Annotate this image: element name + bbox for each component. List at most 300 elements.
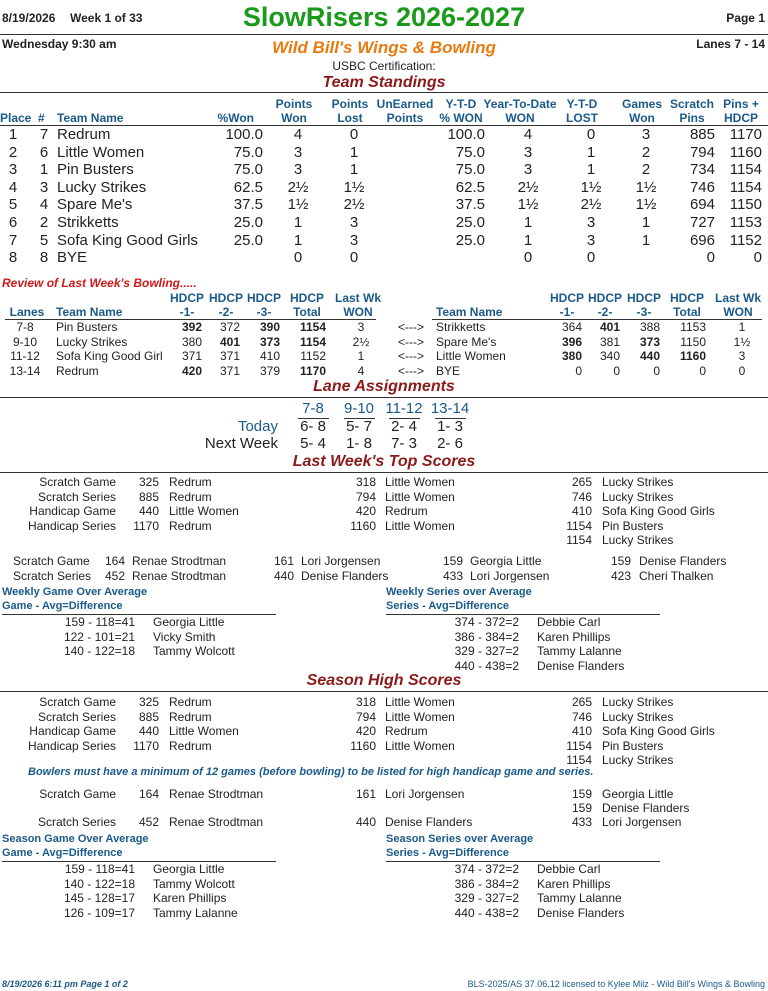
- col-h3-l1: HDCP: [246, 291, 281, 305]
- avg-title: Season Series over Average: [386, 833, 534, 845]
- avg-diff: 374 - 372=2: [454, 615, 519, 629]
- score: 433: [571, 815, 592, 829]
- section-season-high: Season High Scores: [306, 672, 462, 689]
- col-h3-l2: -3-: [256, 305, 272, 319]
- team: Sofa King Good Girls: [602, 504, 715, 518]
- team: Lucky Strikes: [602, 489, 674, 504]
- bowler: Denise Flanders: [385, 815, 473, 829]
- today-matchup: 5- 7: [346, 418, 372, 435]
- bowler: Vicky Smith: [153, 629, 216, 644]
- standings-cell: 5: [8, 196, 18, 214]
- col-opp-won-l2: WON: [723, 305, 753, 319]
- standings-cell: 0: [293, 249, 303, 267]
- review-team: Lucky Strikes: [56, 334, 128, 349]
- col-pctwon: %Won: [217, 111, 254, 125]
- col-h1-l2: -1-: [179, 305, 195, 319]
- score: 1170: [133, 738, 159, 753]
- review-opp-score: 364: [561, 320, 582, 334]
- col-team: Team Name: [56, 305, 123, 319]
- standings-cell: 3: [586, 214, 596, 231]
- score: 161: [273, 554, 294, 568]
- bowler: Karen Phillips: [537, 876, 611, 891]
- score: 1154: [566, 533, 592, 547]
- standings-cell: 3: [293, 143, 303, 161]
- col-team: Team Name: [57, 111, 124, 125]
- score: 1154: [566, 753, 592, 767]
- review-score: 410: [259, 349, 280, 363]
- review-lanes: 11-12: [10, 349, 40, 363]
- bowler: Georgia Little: [602, 787, 674, 801]
- lane-pair-header: 9-10: [343, 400, 375, 417]
- review-opp-score: 1160: [679, 349, 706, 363]
- standings-cell: 1: [641, 231, 651, 249]
- avg-diff: 159 - 118=41: [64, 615, 135, 629]
- standings-cell: 3: [523, 143, 533, 161]
- usbc-cert: USBC Certification:: [332, 59, 436, 73]
- today-label: Today: [237, 418, 278, 435]
- avg-title: Season Game Over Average: [2, 833, 149, 845]
- standings-cell: 1170: [729, 126, 762, 143]
- standings-cell: Little Women: [57, 143, 145, 161]
- standings-cell: Spare Me's: [57, 196, 133, 214]
- bowler: Lori Jorgensen: [385, 787, 465, 801]
- standings-cell: 0: [706, 249, 715, 267]
- team: Little Women: [385, 738, 455, 753]
- review-score: 3: [357, 320, 365, 334]
- score: 164: [104, 554, 125, 568]
- bowler: Georgia Little: [470, 554, 542, 568]
- review-score: 2½: [352, 334, 370, 349]
- bowler: Lori Jorgensen: [301, 554, 381, 568]
- score: 885: [138, 709, 159, 724]
- standings-cell: 3: [641, 126, 651, 143]
- col-pts-won-l1: Points: [275, 97, 313, 111]
- col-ytd-pct-l1: Y-T-D: [445, 97, 477, 111]
- avg-subtitle: Game - Avg=Difference: [2, 600, 123, 612]
- standings-cell: 3: [586, 231, 596, 249]
- standings-cell: 75.0: [455, 143, 485, 161]
- standings-cell: 1: [349, 161, 359, 179]
- review-lanes: 9-10: [12, 334, 38, 349]
- standings-cell: 75.0: [233, 161, 263, 179]
- standings-cell: 4: [8, 178, 18, 196]
- review-opp-score: 380: [561, 349, 582, 363]
- review-score: 1154: [299, 320, 326, 334]
- standings-cell: 7: [8, 231, 18, 249]
- next-week-matchup: 1- 8: [346, 435, 372, 452]
- score: 440: [138, 724, 159, 738]
- col-opp-h3-l1: HDCP: [626, 291, 661, 305]
- avg-title: Weekly Game Over Average: [2, 586, 148, 598]
- score: 420: [355, 504, 376, 518]
- standings-cell: 37.5: [455, 196, 485, 214]
- team: Little Women: [385, 475, 455, 489]
- col-ytd-lost-l2: LOST: [566, 111, 598, 125]
- standings-cell: 4: [293, 126, 303, 143]
- standings-cell: 3: [8, 161, 18, 179]
- bowler: Tammy Lalanne: [537, 891, 622, 905]
- score: 159: [571, 801, 592, 815]
- standings-cell: 7: [39, 126, 49, 143]
- col-won-l2: WON: [343, 305, 373, 319]
- score: 325: [138, 475, 159, 489]
- col-won-l1: Last Wk: [334, 291, 381, 305]
- score: 440: [138, 504, 159, 518]
- standings-cell: 2½: [517, 178, 539, 196]
- bowler: Tammy Lalanne: [153, 905, 238, 920]
- team: Little Women: [385, 489, 455, 504]
- bowler: Debbie Carl: [537, 615, 601, 629]
- score: 164: [138, 787, 159, 801]
- review-score: 380: [181, 334, 202, 349]
- today-matchup: 1- 3: [437, 418, 463, 435]
- review-opp-score: 1150: [680, 334, 706, 349]
- score: 746: [571, 489, 592, 504]
- team: Redrum: [385, 724, 428, 738]
- standings-cell: 1: [39, 161, 49, 179]
- review-score: 401: [219, 334, 240, 349]
- standings-cell: 1154: [729, 178, 762, 196]
- category: Scratch Series: [13, 569, 92, 583]
- avg-diff: 140 - 122=18: [63, 876, 135, 891]
- score: 794: [355, 489, 376, 504]
- score: 265: [571, 695, 592, 709]
- team: Redrum: [385, 504, 428, 518]
- review-opp-score: 0: [738, 363, 746, 378]
- review-opp-team: BYE: [436, 363, 461, 378]
- score: 265: [571, 475, 592, 489]
- standings-cell: 746: [689, 178, 715, 196]
- bowler: Denise Flanders: [301, 569, 389, 583]
- bowler: Renae Strodtman: [132, 569, 227, 583]
- standings-cell: 62.5: [233, 178, 263, 196]
- score: 1160: [350, 738, 376, 753]
- avg-diff: 329 - 327=2: [454, 644, 519, 658]
- review-team: Redrum: [56, 363, 99, 378]
- category: Scratch Series: [37, 815, 116, 829]
- category: Scratch Game: [39, 475, 116, 489]
- review-opp-team: Strikketts: [436, 320, 486, 334]
- standings-cell: 8: [39, 249, 49, 267]
- score: 159: [442, 554, 463, 568]
- score: 452: [104, 569, 125, 583]
- col-pts-lost-l2: Lost: [337, 111, 363, 125]
- score: 159: [571, 787, 592, 801]
- review-opp-score: 0: [613, 363, 620, 378]
- bowler: Denise Flanders: [537, 658, 625, 673]
- col-opp-h1-l2: -1-: [559, 305, 575, 319]
- bowler: Denise Flanders: [537, 905, 625, 920]
- category: Handicap Game: [29, 504, 116, 518]
- league-title: SlowRisers 2026-2027: [242, 2, 526, 32]
- standings-cell: 1: [586, 143, 596, 161]
- standings-cell: Sofa King Good Girls: [57, 231, 198, 249]
- bowler: Georgia Little: [153, 615, 225, 629]
- review-opp-score: 381: [599, 334, 620, 349]
- team: Lucky Strikes: [602, 709, 674, 724]
- avg-diff: 140 - 122=18: [63, 644, 135, 658]
- standings-cell: 6: [39, 143, 49, 161]
- standings-cell: 1½: [517, 196, 539, 214]
- category: Scratch Series: [37, 709, 116, 724]
- standings-cell: 0: [349, 249, 359, 267]
- bowler: Karen Phillips: [537, 629, 611, 644]
- score: 1154: [566, 518, 592, 533]
- review-score: 379: [259, 363, 280, 378]
- bowler: Tammy Wolcott: [153, 876, 235, 891]
- team: Lucky Strikes: [602, 753, 674, 767]
- section-lane-assignments: Lane Assignments: [313, 378, 455, 395]
- section-top-scores: Last Week's Top Scores: [292, 453, 476, 470]
- review-opp-score: 3: [738, 349, 746, 363]
- team: Sofa King Good Girls: [602, 724, 715, 738]
- review-opp-score: 373: [639, 334, 660, 349]
- review-opp-score: 388: [639, 320, 660, 334]
- col-games-l1: Games: [621, 97, 663, 111]
- review-arrow: <--->: [398, 320, 425, 334]
- footer-printed: 8/19/2026 6:11 pm Page 1 of 2: [2, 979, 128, 989]
- bowler: Tammy Wolcott: [153, 644, 235, 658]
- col-ytd-won-l2: WON: [505, 111, 535, 125]
- score: 318: [355, 475, 376, 489]
- category: Scratch Series: [37, 489, 116, 504]
- category: Handicap Series: [27, 738, 116, 753]
- category: Handicap Series: [27, 518, 116, 533]
- col-num: #: [38, 111, 45, 125]
- team: Pin Busters: [602, 738, 664, 753]
- standings-cell: 696: [689, 231, 715, 249]
- avg-diff: 126 - 109=17: [63, 905, 135, 920]
- review-lanes: 7-8: [16, 320, 34, 334]
- standings-cell: 1: [349, 143, 359, 161]
- review-score: 1154: [299, 334, 326, 349]
- avg-diff: 374 - 372=2: [454, 862, 519, 876]
- avg-diff: 386 - 384=2: [454, 876, 519, 891]
- col-scratch-l2: Pins: [679, 111, 705, 125]
- team: Redrum: [169, 518, 212, 533]
- team: Little Women: [169, 504, 239, 518]
- review-opp-team: Spare Me's: [436, 334, 497, 349]
- standings-cell: 1: [293, 231, 303, 249]
- standings-cell: 794: [689, 143, 715, 161]
- standings-cell: 0: [523, 249, 533, 267]
- review-score: 1152: [300, 349, 326, 363]
- score: 410: [571, 724, 592, 738]
- standings-cell: 6: [8, 214, 18, 231]
- avg-diff: 440 - 438=2: [454, 658, 519, 673]
- col-games-l2: Won: [629, 111, 655, 125]
- next-week-matchup: 7- 3: [391, 435, 417, 452]
- standings-cell: 4: [39, 196, 49, 214]
- standings-cell: 1: [586, 161, 596, 179]
- bowler: Denise Flanders: [602, 801, 690, 815]
- standings-cell: Redrum: [57, 126, 111, 143]
- score: 885: [138, 489, 159, 504]
- standings-cell: 2½: [343, 196, 365, 214]
- col-opp-h2-l2: -2-: [597, 305, 613, 319]
- review-score: 4: [357, 363, 365, 378]
- standings-cell: 1: [8, 126, 18, 143]
- score: 318: [355, 695, 376, 709]
- standings-cell: 62.5: [455, 178, 485, 196]
- col-ytd-lost-l1: Y-T-D: [566, 97, 598, 111]
- score: 1170: [133, 518, 159, 533]
- col-pts-lost-l1: Points: [331, 97, 369, 111]
- standings-cell: Strikketts: [57, 214, 119, 231]
- col-h1-l1: HDCP: [169, 291, 204, 305]
- review-score: 1: [357, 349, 365, 363]
- bowler: Lori Jorgensen: [470, 569, 550, 583]
- review-score: 373: [259, 334, 280, 349]
- score: 440: [355, 815, 376, 829]
- team: Redrum: [169, 738, 212, 753]
- category: Scratch Game: [13, 554, 90, 568]
- review-opp-score: 396: [561, 334, 582, 349]
- bowler: Lori Jorgensen: [602, 815, 682, 829]
- standings-cell: 75.0: [455, 161, 485, 179]
- col-ytd-pct-l2: % WON: [439, 111, 483, 125]
- lane-pair-header: 13-14: [430, 400, 470, 417]
- score: 420: [355, 724, 376, 738]
- category: Scratch Game: [39, 695, 116, 709]
- bowler: Renae Strodtman: [169, 815, 264, 829]
- team: Pin Busters: [602, 518, 664, 533]
- standings-cell: 2½: [287, 178, 309, 196]
- col-pts-won-l2: Won: [281, 111, 307, 125]
- standings-cell: 3: [293, 161, 303, 179]
- standings-cell: 25.0: [233, 231, 263, 249]
- team: Little Women: [385, 709, 455, 724]
- standings-cell: 37.5: [233, 196, 263, 214]
- section-review: Review of Last Week's Bowling.....: [2, 276, 197, 290]
- review-score: 372: [219, 320, 240, 334]
- standings-cell: 2: [8, 143, 18, 161]
- section-team-standings: Team Standings: [322, 74, 446, 91]
- col-lanes: Lanes: [9, 305, 45, 319]
- col-ytd-won-l1: Year-To-Date: [483, 97, 557, 111]
- team: Little Women: [385, 518, 455, 533]
- standings-cell: 1½: [580, 178, 602, 196]
- col-unearned-l1: UnEarned: [376, 97, 434, 111]
- review-opp-team: Little Women: [436, 349, 506, 363]
- standings-cell: 100.0: [225, 126, 263, 143]
- avg-diff: 145 - 128=17: [63, 891, 135, 905]
- avg-subtitle: Game - Avg=Difference: [2, 847, 123, 859]
- standings-cell: 0: [586, 126, 596, 143]
- review-arrow: <--->: [398, 349, 425, 363]
- col-opp-h3-l2: -3-: [636, 305, 652, 319]
- standings-cell: 1153: [729, 214, 762, 231]
- score: 161: [355, 787, 376, 801]
- season-note: Bowlers must have a minimum of 12 games (before bowling) to be listed for high handicap game and series.: [28, 766, 594, 778]
- score: 325: [138, 695, 159, 709]
- standings-cell: 75.0: [233, 143, 263, 161]
- today-matchup: 2- 4: [391, 418, 417, 435]
- footer-license: BLS-2025/AS 37.06.12 licensed to Kylee Milz - Wild Bill's Wings & Bowling: [467, 979, 765, 989]
- score: 159: [610, 554, 631, 568]
- category: Scratch Game: [39, 787, 116, 801]
- review-opp-score: 0: [575, 363, 582, 378]
- standings-cell: 734: [689, 161, 715, 179]
- lane-pair-header: 11-12: [385, 400, 423, 417]
- review-opp-score: 1: [738, 320, 746, 334]
- standings-cell: 1: [523, 214, 533, 231]
- standings-cell: 100.0: [447, 126, 485, 143]
- today-matchup: 6- 8: [300, 418, 326, 435]
- review-team: Pin Busters: [56, 320, 118, 334]
- team: Lucky Strikes: [602, 533, 674, 547]
- standings-cell: 25.0: [455, 214, 485, 231]
- score: 452: [138, 815, 159, 829]
- bowler: Renae Strodtman: [132, 554, 227, 568]
- next-week-matchup: 2- 6: [437, 435, 463, 452]
- review-score: 420: [181, 363, 202, 378]
- avg-diff: 440 - 438=2: [454, 905, 519, 920]
- avg-title: Weekly Series over Average: [386, 586, 532, 598]
- col-opp-h1-l1: HDCP: [549, 291, 584, 305]
- next-week-matchup: 5- 4: [300, 435, 326, 452]
- col-opp-h2-l1: HDCP: [587, 291, 622, 305]
- bowler: Georgia Little: [153, 862, 225, 876]
- col-h2-l2: -2-: [218, 305, 234, 319]
- standings-cell: 5: [39, 231, 49, 249]
- standings-cell: 25.0: [233, 214, 263, 231]
- bowler: Denise Flanders: [639, 554, 727, 568]
- score: 1160: [350, 518, 376, 533]
- bowler: Karen Phillips: [153, 891, 227, 905]
- team: Redrum: [169, 695, 212, 709]
- avg-diff: 329 - 327=2: [454, 891, 519, 905]
- lanes-range: Lanes 7 - 14: [696, 37, 765, 51]
- col-scratch-l1: Scratch: [669, 97, 715, 111]
- review-score: 371: [219, 363, 240, 378]
- standings-cell: 885: [689, 126, 715, 143]
- standings-cell: 2: [39, 214, 49, 231]
- review-opp-score: 401: [599, 320, 620, 334]
- standings-cell: 4: [523, 126, 533, 143]
- review-opp-score: 440: [639, 349, 660, 363]
- standings-cell: 3: [523, 161, 533, 179]
- review-score: 371: [219, 349, 240, 363]
- team: Redrum: [169, 489, 212, 504]
- standings-cell: 0: [586, 249, 596, 267]
- review-arrow: <--->: [398, 334, 425, 349]
- review-opp-score: 0: [699, 363, 706, 378]
- standings-cell: 727: [689, 214, 715, 231]
- standings-cell: 1½: [343, 178, 365, 196]
- review-arrow: <--->: [398, 363, 425, 378]
- standings-cell: BYE: [57, 249, 88, 267]
- score: 433: [442, 569, 463, 583]
- avg-subtitle: Series - Avg=Difference: [386, 847, 509, 859]
- standings-cell: 1½: [635, 178, 657, 196]
- col-h2-l1: HDCP: [208, 291, 243, 305]
- standings-cell: 3: [349, 231, 359, 249]
- standings-cell: 1160: [729, 143, 762, 161]
- day-time: Wednesday 9:30 am: [2, 37, 117, 51]
- standings-cell: 694: [689, 196, 715, 214]
- standings-cell: 25.0: [455, 231, 485, 249]
- standings-cell: 2½: [580, 196, 602, 214]
- score: 746: [571, 709, 592, 724]
- review-score: 1170: [299, 363, 326, 378]
- standings-cell: 1150: [729, 196, 762, 214]
- review-opp-score: 1153: [680, 320, 706, 334]
- standings-cell: 3: [349, 214, 359, 231]
- standings-cell: 1½: [635, 196, 657, 214]
- standings-cell: 1: [293, 214, 303, 231]
- col-pinshdcp-l1: Pins +: [723, 97, 759, 111]
